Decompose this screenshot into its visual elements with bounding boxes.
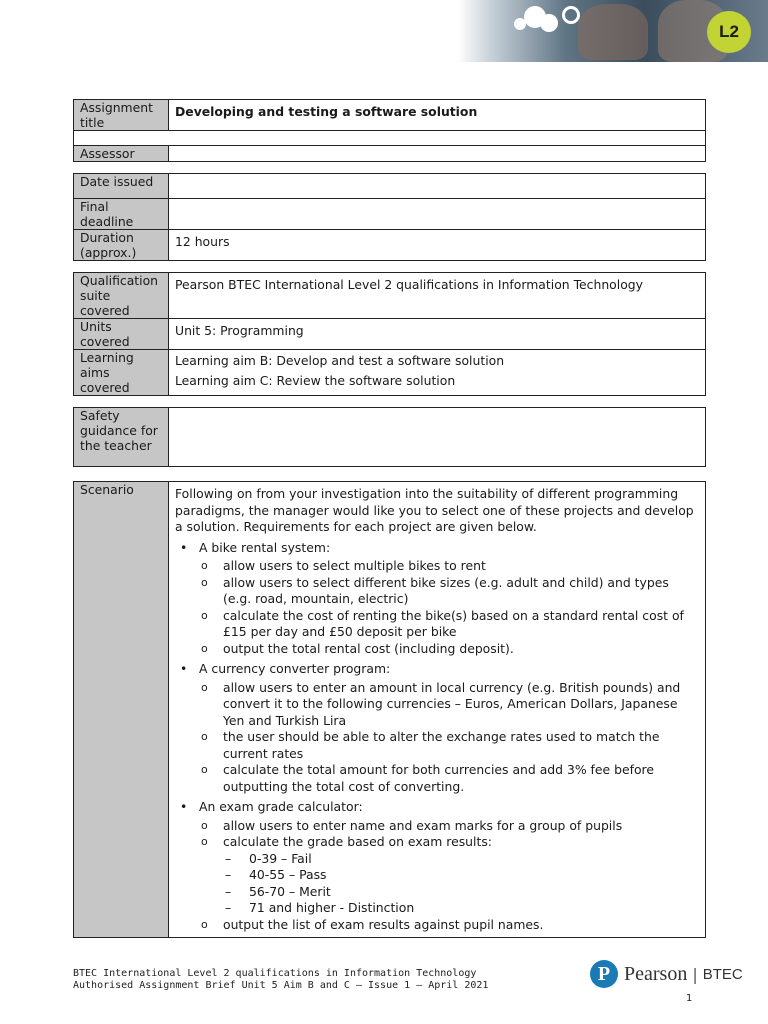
qualification-label: Qualification suite covered: [74, 273, 169, 319]
units-value: Unit 5: Programming: [169, 319, 706, 350]
duration-value: 12 hours: [169, 230, 706, 261]
btec-logo-text: BTEC: [702, 965, 743, 983]
qualification-table: [73, 272, 706, 396]
learning-aims-label: Learning aims covered: [74, 350, 169, 396]
learning-aim-c: Learning aim C: Review the software solution: [175, 373, 456, 388]
footer-line-1: BTEC International Level 2 qualifications in Information Technology: [73, 968, 477, 979]
requirement-item: o calculate the total amount for both currencies and add 3% fee before outputting the total cost of converting.: [223, 762, 699, 795]
project-currency-converter: [199, 661, 699, 795]
photo-person-1: [578, 4, 648, 60]
grade-item: – 56-70 – Merit: [249, 884, 699, 901]
grade-item: – 0-39 – Fail: [249, 851, 699, 868]
learning-aim-b: Learning aim B: Develop and test a software solution: [175, 353, 505, 368]
project-title: An exam grade calculator:: [199, 799, 363, 814]
requirement-item: o allow users to enter an amount in local currency (e.g. British pounds) and convert it to the following currencies – Euros, American Dollars, Japanese Yen and Turkish Lira: [223, 680, 699, 730]
scenario-label: Scenario: [74, 482, 169, 938]
bubble-decoration: [540, 14, 558, 32]
pearson-logo-text: Pearson: [624, 962, 688, 985]
requirement-text: calculate the grade based on exam results:: [223, 834, 492, 849]
bubble-decoration: [514, 18, 526, 30]
grade-item: – 40-55 – Pass: [249, 867, 699, 884]
footer-text: [73, 968, 488, 992]
final-deadline-label: Final deadline: [74, 199, 169, 230]
scenario-intro: Following on from your investigation into the suitability of different programming paradigms, the manager would like you to select one of these projects and develop a solution. Requirements for each project are given below.: [175, 486, 694, 534]
date-issued-label: Date issued: [74, 174, 169, 199]
requirement-item: [223, 834, 699, 917]
pearson-btec-logo: [590, 960, 743, 988]
logo-separator: |: [692, 964, 698, 984]
requirement-item: o output the list of exam results against pupil names.: [223, 917, 699, 934]
assignment-title-value: Developing and testing a software solution: [169, 100, 706, 131]
requirement-item: o allow users to enter name and exam marks for a group of pupils: [223, 818, 699, 835]
final-deadline-value: [169, 199, 706, 230]
grade-item: – 71 and higher - Distinction: [249, 900, 699, 917]
level-badge: L2: [707, 11, 751, 53]
scenario-table: [73, 481, 706, 938]
learning-aims-value: [169, 350, 706, 396]
safety-label: Safety guidance for the teacher: [74, 408, 169, 467]
assessor-label: Assessor: [74, 146, 169, 162]
duration-label: Duration (approx.): [74, 230, 169, 261]
qualification-value: Pearson BTEC International Level 2 qualifications in Information Technology: [169, 273, 706, 319]
safety-value: [169, 408, 706, 467]
requirement-item: o allow users to select different bike sizes (e.g. adult and child) and types (e.g. road, mountain, electric): [223, 575, 699, 608]
grade-list: [223, 851, 699, 917]
project-exam-grade-calculator: [199, 799, 699, 933]
requirement-list: [199, 558, 699, 657]
bubble-decoration: [562, 6, 580, 24]
assessor-value: [169, 146, 706, 162]
project-list: [175, 540, 699, 934]
scenario-content: [169, 482, 706, 938]
requirement-item: o allow users to select multiple bikes to rent: [223, 558, 699, 575]
units-label: Units covered: [74, 319, 169, 350]
safety-table: [73, 407, 706, 467]
requirement-item: o calculate the cost of renting the bike(s) based on a standard rental cost of £15 per day and £50 deposit per bike: [223, 608, 699, 641]
requirement-list: [199, 818, 699, 934]
date-issued-value: [169, 174, 706, 199]
requirement-item: o the user should be able to alter the exchange rates used to match the current rates: [223, 729, 699, 762]
project-bike-rental: [199, 540, 699, 658]
assignment-title-table: [73, 99, 706, 162]
requirement-list: [199, 680, 699, 796]
footer-line-2: Authorised Assignment Brief Unit 5 Aim B and C – Issue 1 – April 2021: [73, 980, 489, 991]
project-title: A currency converter program:: [199, 661, 391, 676]
spacer-row: [74, 131, 706, 146]
assignment-title-label: Assignment title: [74, 100, 169, 131]
project-title: A bike rental system:: [199, 539, 331, 555]
requirement-item: o output the total rental cost (including deposit).: [223, 641, 699, 658]
page-number: 1: [686, 993, 693, 1004]
dates-table: [73, 173, 706, 261]
pearson-logo-icon: P: [590, 960, 618, 988]
